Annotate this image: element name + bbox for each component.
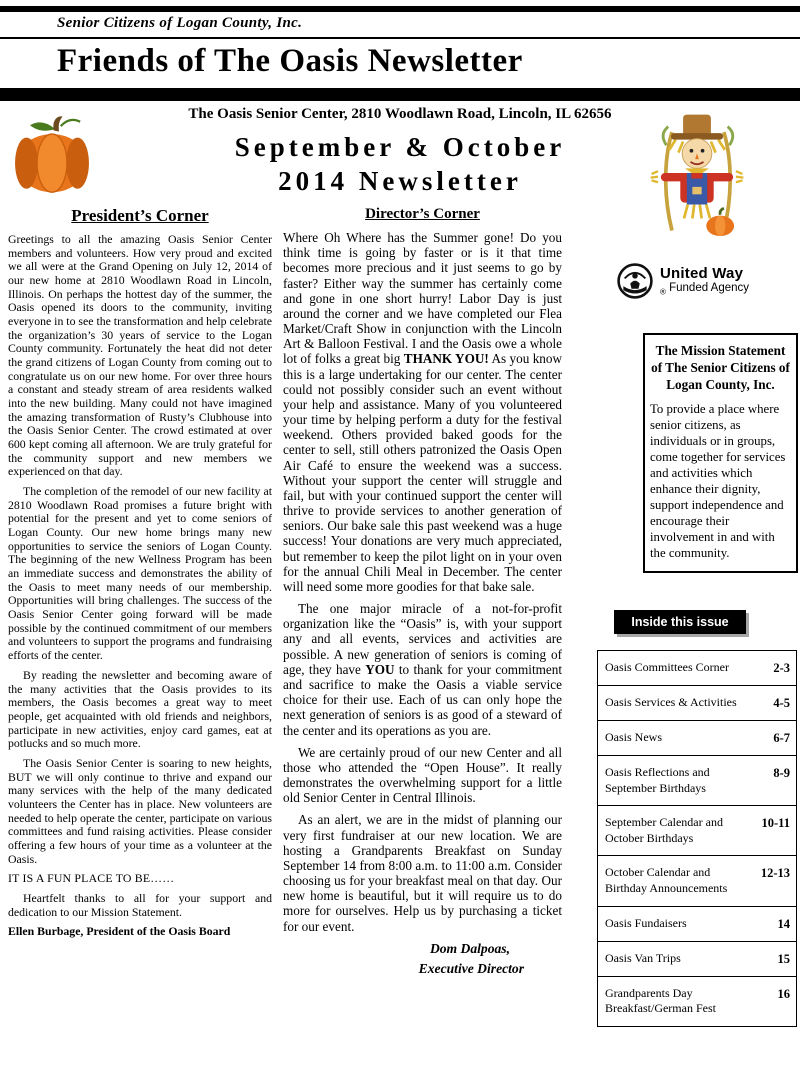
mission-heading-line-2: of The Senior Citizens of: [651, 360, 790, 376]
toc-row: [598, 942, 796, 977]
united-way-name: [660, 265, 749, 282]
united-way-wordmark: United Way: [660, 265, 744, 283]
organization-name: Senior Citizens of Logan County, Inc.: [57, 15, 303, 31]
toc-item-page: 16: [777, 986, 790, 1001]
mission-statement-box: [643, 333, 798, 573]
toc-item-page: 10-11: [761, 816, 790, 831]
toc-item-page: 4-5: [773, 696, 790, 710]
presidents-corner-section: [8, 206, 272, 945]
united-way-subtitle: [660, 282, 749, 296]
toc-item-page: 8-9: [773, 766, 790, 780]
directors-p2-text: The one major miracle of a not-for-profit organization like the “Oasis” is, with your support any and all events, services and activities are possible. A new generation of seniors is coming of age, they have: [283, 601, 562, 677]
presidents-paragraph-2: The completion of the remodel of our new facility at 2810 Woodlawn Road promises a future bright with potential for the present and yet to come seniors of Logan County. Our new home brings many new opportunities to service the seniors of Logan County. The beginning of the new Wellness Program has been an immediate success and demonstrates the ability of the Oasis to meet many needs of our membership. Opportunities will bring challenges. The success of the Oasis Senior Center going forward will be made possible by the continued commitment of our members and volunteers to support the programs and fundraising efforts of the center.: [8, 484, 272, 663]
issue-line-1: September & October: [234, 132, 566, 162]
toc-item-label: Oasis Reflections and September Birthdays: [605, 765, 710, 795]
registered-mark: ®: [660, 287, 666, 297]
directors-paragraph-2: [283, 601, 562, 738]
toc-row: [598, 651, 796, 686]
united-way-logo-block: [616, 262, 792, 300]
you-emphasis: YOU: [365, 661, 395, 677]
toc-item-label: Grandparents Day Breakfast/German Fest: [605, 985, 716, 1016]
mission-body-text: To provide a place where senior citizens, as individuals or in groups, come together for services and activities which enhance their dignity, support independence and encourage their involvement in and with the community.: [650, 402, 786, 561]
toc-item-label: Oasis Van Trips: [605, 950, 681, 965]
mission-heading: [650, 342, 791, 393]
toc-item-label: Oasis Services & Activities: [605, 695, 737, 709]
toc-item-label: October Calendar and Birthday Announcements: [605, 865, 728, 895]
issue-line-2: 2014 Newsletter: [278, 165, 522, 196]
funded-agency-label: Funded Agency: [669, 282, 750, 295]
toc-item-page: 14: [777, 916, 790, 931]
thank-you-emphasis: THANK YOU!: [403, 351, 489, 367]
masthead-rule-thin: [0, 37, 800, 39]
toc-row: [598, 977, 796, 1026]
directors-p2-rest: to thank for your commitment and sacrifice to make the Oasis a viable service choice for their use. Each of us can only hope the next generation of seniors is as good of a steward of the center and its operations as you are.: [283, 661, 562, 738]
toc-item-page: 15: [777, 951, 790, 966]
director-signature-title: Executive Director: [418, 960, 524, 976]
presidents-paragraph-4: The Oasis Senior Center is soaring to new heights, BUT we will only continue to thrive and expand our many services with the help of the many dedicated volunteers the Center has in place. New volunteers are needed to help operate the center, participate on various committees and fund raising activities. Please consider offering a few hours of your time as a volunteer at the Oasis.: [8, 755, 272, 866]
thanks-line: Heartfelt thanks to all for your support and dedication to our Mission Statement.: [8, 890, 272, 919]
united-way-logo-icon: [616, 262, 654, 300]
mission-heading-line-3: Logan County, Inc.: [666, 377, 775, 393]
directors-p1-text: Where Oh Where has the Summer gone! Do you think time is going by faster or is it that time becomes more precious and it just seems to go by faster? Either way the summer has certainly come and gone in one short hurry! Labor Day is just around the corner and we have completed our Flea Market/Craft Show in conjunction with the Lincoln Art & Balloon Festival. I and the Oasis owe a whole lot of folks a great big: [283, 230, 562, 367]
united-way-text: [660, 265, 749, 296]
toc-row: [598, 721, 796, 756]
directors-paragraph-3: We are certainly proud of our new Center and all those who attended the “Open House”. It really demonstrates the overwhelming support for a little old Senior Center in Central Illinois.: [283, 744, 562, 806]
toc-item-label: Oasis News: [605, 730, 662, 744]
directors-p1-rest: As you know this is a large undertaking for our center. The center could not possibly consider such an event without your help and assistance. Many of you volunteered your time by helping perform a duty for the festival weekend. Others provided baked goods for the center to sell, still others patronized the Oasis Open Air Café to ensure the weekend was a success. Without your support the center will struggle and fail, but with your continued support the center will thrive to provide services to another generation of seniors. Our bake sale this past weekend was a huge success! Your donations are very much appreciated, but remember to keep the pilot light on in your oven for the annual Chili Meal in December. The center will need some more goodies for that bake sale.: [283, 351, 562, 594]
fun-place-line: IT IS A FUN PLACE TO BE……: [8, 871, 175, 886]
directors-paragraph-4: As an alert, we are in the midst of planning our very first fundraiser at our new location. We are hosting a Grandparents Breakfast on Sunday September 14 from 8:00 a.m. to 11:00 a.m. Consider choosing us for your breakfast meal on that day. Our new home is beautiful, but it will require us to do more for ourselves. Help us by purchasing a ticket for our event.: [283, 812, 562, 934]
presidents-paragraph-3: By reading the newsletter and becoming aware of the many activities that the Oasis provides to its members, the Oasis becomes a great way to meet people, get acquainted with old friends and neighbors, participate in new activities, enjoy card games, eat at potlucks and so much more.: [8, 667, 272, 751]
toc-row: [598, 686, 796, 721]
toc-item-label: Oasis Fundaisers: [605, 915, 687, 930]
presidents-paragraph-1: Greetings to all the amazing Oasis Senior Center members and volunteers. How very proud and excited we all were at the Grand Opening on July 12, 2014 of our new home at 2810 Woodlawn Road in Lincoln, Illinois. On perhaps the hottest day of the summer, the Oasis opened its doors to the community, inviting everyone in to see the transformation and help celebrate the organization’s 30 years of service to the Logan County community. Fortunately the heat did not deter the grand citizens of Logan County from coming out to congratulate us on our new home. For over three hours a constant and steady stream of area residents walked into the new building. Many could not have imagined the amazing transformation of Rusty’s Clubhouse into the Oasis Senior Center. The crowd estimated at over 600 kept coming all afternoon. We are truly grateful for the community support and new members we experienced on that day.: [8, 232, 273, 479]
pumpkin-icon: [8, 112, 96, 194]
table-of-contents: [597, 650, 797, 1027]
toc-item-page: 12-13: [760, 866, 790, 881]
toc-item-page: 6-7: [773, 731, 790, 745]
president-signature: Ellen Burbage, President of the Oasis Board: [8, 924, 231, 939]
newsletter-title: Friends of The Oasis Newsletter: [57, 43, 523, 79]
masthead-rule-thick: [0, 88, 800, 101]
inside-this-issue-header: Inside this issue: [614, 610, 746, 634]
presidents-corner-heading: President’s Corner: [71, 206, 209, 225]
toc-row: [598, 856, 796, 906]
mission-heading-line-1: The Mission Statement: [655, 343, 786, 358]
directors-corner-heading: Director’s Corner: [365, 206, 480, 222]
toc-item-label: Oasis Committees Corner: [605, 660, 729, 674]
scarecrow-icon: [646, 108, 748, 238]
pumpkin-image: [8, 112, 96, 199]
toc-item-label: September Calendar and October Birthdays: [605, 815, 723, 845]
toc-row: [598, 806, 796, 856]
masthead-rule-top: [0, 6, 800, 12]
director-signature-name: Dom Dalpoas,: [429, 940, 510, 956]
center-address: The Oasis Senior Center, 2810 Woodlawn Road, Lincoln, IL 62656: [188, 106, 612, 122]
directors-paragraph-1: [283, 230, 562, 594]
toc-item-page: 2-3: [773, 661, 790, 675]
directors-corner-section: [283, 206, 562, 977]
scarecrow-image: [646, 108, 748, 243]
toc-row: [598, 907, 796, 942]
toc-row: [598, 756, 796, 806]
